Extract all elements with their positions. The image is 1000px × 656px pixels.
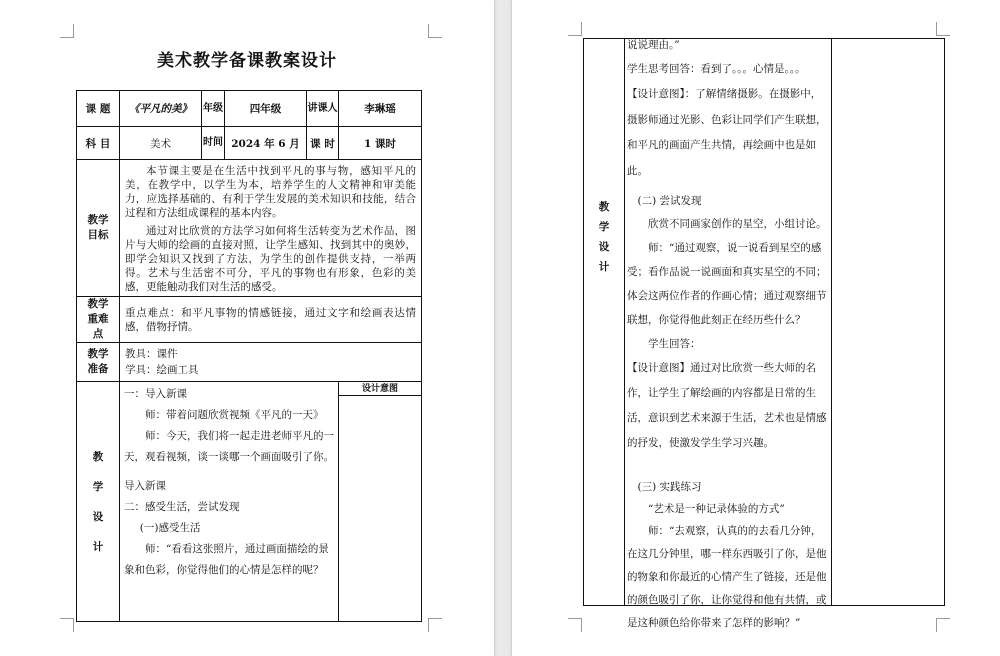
design-line: (一)感受生活 xyxy=(139,522,201,534)
prep-label: 教学准备 xyxy=(77,343,120,382)
teacher-value: 李琳瑶 xyxy=(339,91,422,127)
design-line: 师：“看看这张照片，通过画面描绘的景象和色彩，你觉得他们的心情是怎样的呢？ xyxy=(124,543,329,576)
design-intent-header: 设计意图 xyxy=(339,382,421,396)
prep-teaching-aids: 教具：课件 xyxy=(125,348,178,360)
design-line: 欣赏不同画家创作的星空，小组讨论。 xyxy=(648,218,827,230)
hours-label: 课 时 xyxy=(307,127,339,160)
document-title: 美术教学备课教案设计 xyxy=(157,51,337,71)
crop-mark xyxy=(428,24,442,38)
design-line: 一：导入新课 xyxy=(124,388,187,400)
lesson-plan-table xyxy=(76,90,422,622)
design-line: 师：“去观察，认真的的去看几分钟，在这几分钟里，哪一样东西吸引了你，是他的物象和你最近的心情产生了链接，还是他的颜色吸引了你，让你觉得和他有共情，或是这种颜色给你带来了怎样的影响？” xyxy=(627,525,827,629)
design-line: 学生思考回答：看到了。。。心情是。。。 xyxy=(627,63,806,75)
subject-label: 科 目 xyxy=(77,127,120,160)
crop-mark xyxy=(428,618,442,632)
grade-label: 年级 xyxy=(202,91,225,127)
crop-mark xyxy=(568,22,582,36)
design-table-continued xyxy=(583,38,945,629)
keypoints-label: 教学重难点 xyxy=(77,297,120,343)
topic-value: 《平凡的美》 xyxy=(120,91,202,127)
design-intent-cell xyxy=(339,382,422,622)
document-page-1 xyxy=(0,0,494,656)
teacher-label: 讲课人 xyxy=(307,91,339,127)
design-line: (三) 实践练习 xyxy=(637,481,702,493)
design-content-cell xyxy=(120,382,339,622)
design-line: 师：今天，我们将一起走进老师平凡的一天，观看视频，谈一谈哪一个画面吸引了你。 xyxy=(124,430,334,463)
prep-cell xyxy=(120,343,422,382)
crop-mark xyxy=(568,618,582,632)
design-line: (二) 尝试发现 xyxy=(637,195,702,207)
design-intent-note: 【设计意图】：了解情绪摄影。在摄影中，摄影师通过光影、色彩让同学们产生联想，和平凡的画面产生共情，再绘画中也是如此。 xyxy=(627,88,827,177)
design-line: 说说理由。” xyxy=(627,39,680,51)
hours-value: 1 课时 xyxy=(339,127,422,160)
design-line: 师：带着问题欣赏视频《平凡的一天》 xyxy=(145,409,324,421)
crop-mark xyxy=(936,22,950,36)
design-content-continued xyxy=(627,36,830,635)
goals-paragraph-1: 本节课主要是在生活中找到平凡的事与物，感知平凡的美，在教学中，以学生为本，培养学生的人文精神和审美能力，应选择基础的、有利于学生发展的美术知识和技能，结合过程和方法组成课程的基本内容。 xyxy=(125,165,416,219)
grade-value: 四年级 xyxy=(225,91,307,127)
design-line: 学生回答： xyxy=(648,338,701,350)
crop-mark xyxy=(60,24,74,38)
crop-mark xyxy=(60,618,74,632)
goals-paragraph-2: 通过对比欣赏的方法学习如何将生活转变为艺术作品，图片与大师的绘画的直接对照，让学生感知、找到其中的奥妙，即学会知识又找到了方法，为学生的创作提供支持，一举两得。艺术与生活密不可分，平凡的事物也有形象，色彩的美感，更能触动我们对生活的感受。 xyxy=(125,225,416,293)
topic-label: 课 题 xyxy=(77,91,120,127)
column-divider xyxy=(624,39,625,605)
time-label: 时间 xyxy=(202,127,225,160)
keypoints-text: 重点难点：和平凡事物的情感链接，通过文字和绘画表达情感，借物抒情。 xyxy=(120,297,422,343)
design-label-continued: 教学设计 xyxy=(598,201,610,273)
goals-label: 教学目标 xyxy=(77,160,120,297)
time-value: 2024 年 6 月 xyxy=(225,127,307,160)
crop-mark xyxy=(936,618,950,632)
design-line: 师：“通过观察，说一说看到星空的感受；看作品说一说画面和真实星空的不同；体会这两位作者的作画心情；通过观察细节联想，你觉得他此刻正在经历些什么？ xyxy=(627,242,827,326)
design-line: 二：感受生活，尝试发现 xyxy=(124,501,240,513)
design-label: 教学设计 xyxy=(77,382,120,622)
design-intent-note: 【设计意图】通过对比欣赏一些大师的名作，让学生了解绘画的内容都是日常的生活，意识到艺术来源于生活，艺术也是情感的抒发，使激发学生学习兴趣。 xyxy=(627,362,827,449)
design-line: 导入新课 xyxy=(124,480,166,492)
column-divider xyxy=(831,39,832,605)
design-line: “艺术是一种记录体验的方式” xyxy=(648,503,785,515)
subject-value: 美术 xyxy=(120,127,202,160)
prep-student-tools: 学具：绘画工具 xyxy=(125,364,199,376)
goals-cell xyxy=(120,160,422,297)
